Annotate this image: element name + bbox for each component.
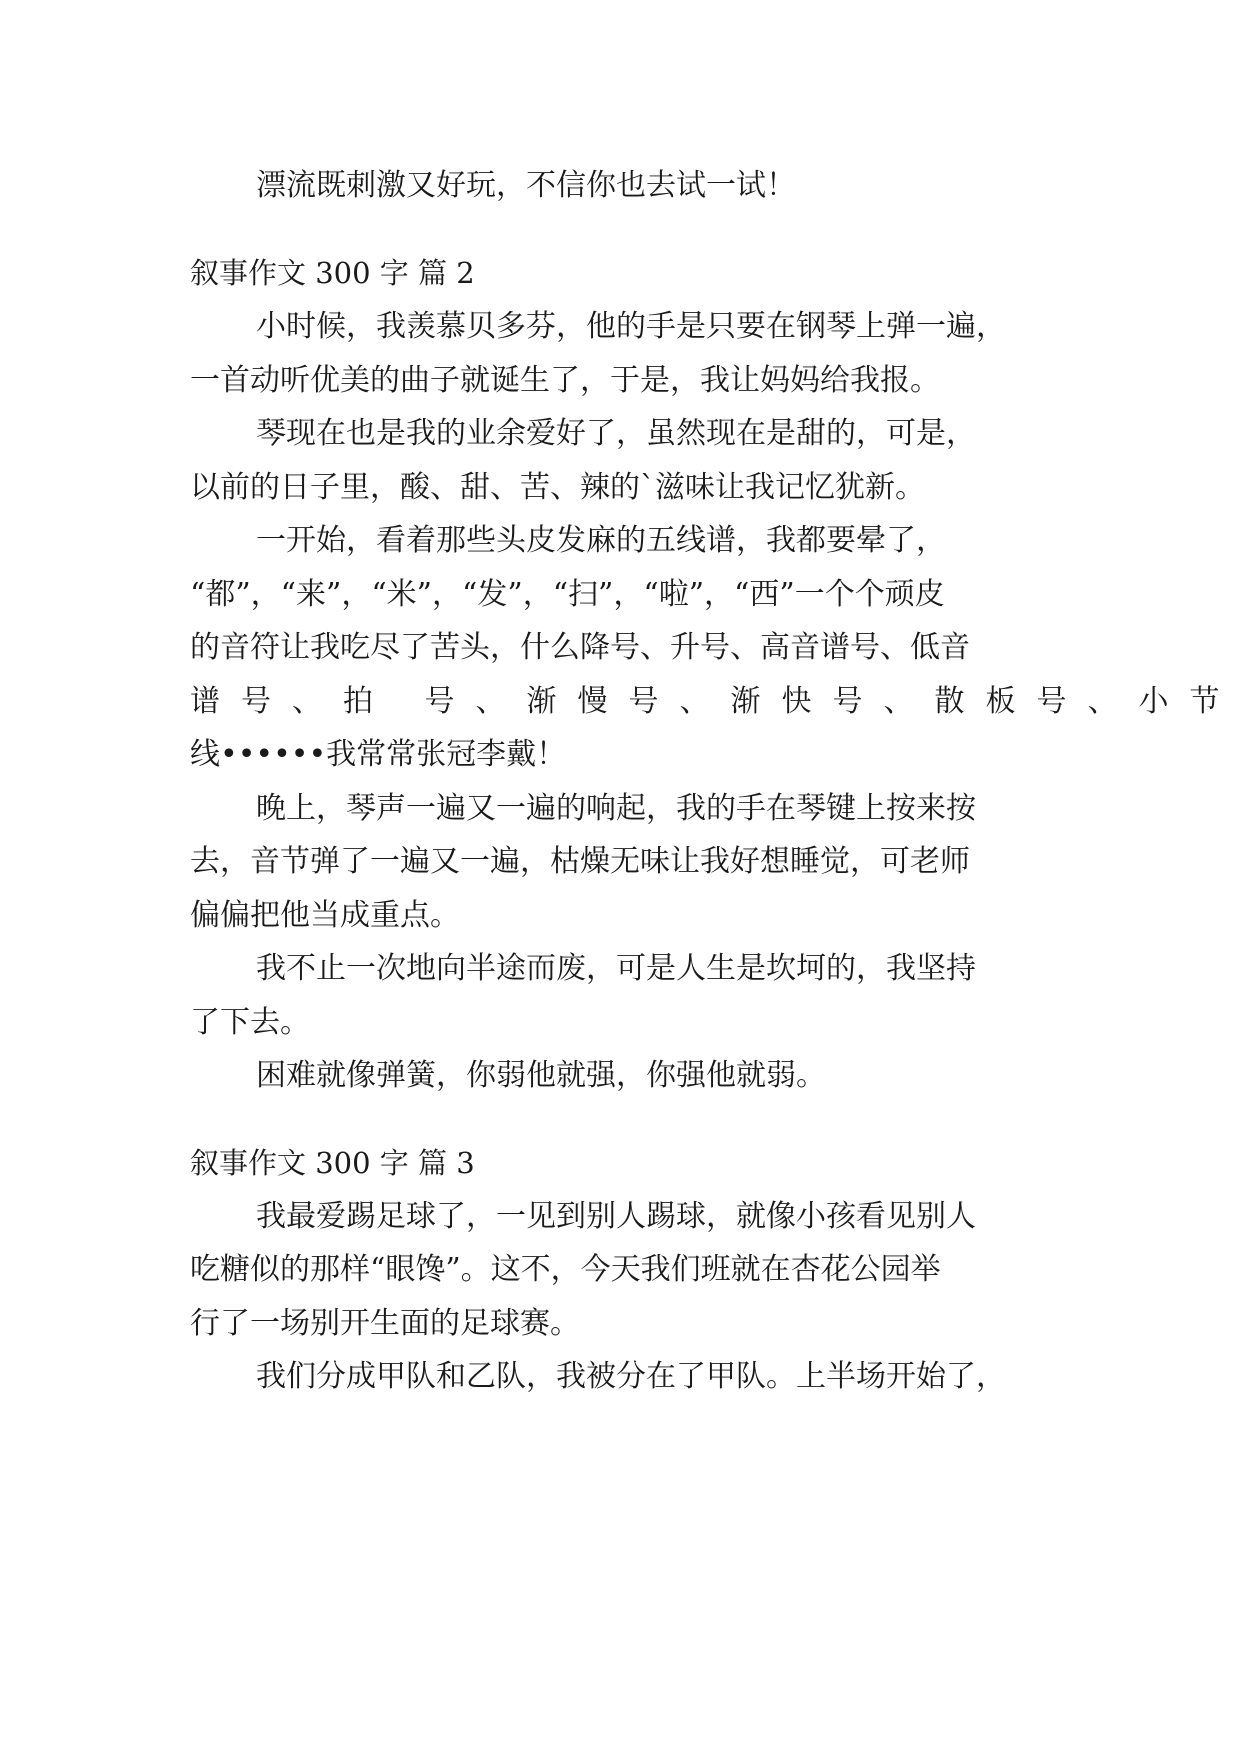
paragraph-line: 以前的日子里，酸、甜、苦、辣的`滋味让我记忆犹新。 xyxy=(190,470,925,505)
paragraph-line: 线••••••我常常张冠李戴！ xyxy=(190,737,567,772)
section-heading-3: 叙事作文 300 字 篇 3 xyxy=(190,1146,475,1180)
paragraph-line: 行了一场别开生面的足球赛。 xyxy=(190,1306,580,1341)
section-heading-2: 叙事作文 300 字 篇 2 xyxy=(190,256,475,290)
paragraph-line: 我最爱踢足球了，一见到别人踢球，就像小孩看见别人 xyxy=(256,1199,976,1234)
paragraph-line-closing: 漂流既刺激又好玩，不信你也去试一试！ xyxy=(256,168,796,203)
paragraph-line: 小时候，我羡慕贝多芬，他的手是只要在钢琴上弹一遍， xyxy=(256,309,1006,344)
paragraph-line: 去，音节弹了一遍又一遍，枯燥无味让我好想睡觉，可老师 xyxy=(190,844,970,879)
paragraph-line: 的音符让我吃尽了苦头，什么降号、升号、高音谱号、低音 xyxy=(190,630,970,665)
paragraph-line: “都”，“来”，“米”，“发”，“扫”，“啦”，“西”一个个顽皮 xyxy=(190,577,945,612)
paragraph-line: 偏偏把他当成重点。 xyxy=(190,898,460,933)
paragraph-line: 了下去。 xyxy=(190,1005,310,1040)
paragraph-line: 我们分成甲队和乙队，我被分在了甲队。上半场开始了， xyxy=(256,1359,1006,1394)
paragraph-line: 晚上，琴声一遍又一遍的响起，我的手在琴键上按来按 xyxy=(256,791,976,826)
paragraph-line: 一开始，看着那些头皮发麻的五线谱，我都要晕了， xyxy=(256,523,946,558)
paragraph-line: 吃糖似的那样“眼馋”。这不，今天我们班就在杏花公园举 xyxy=(190,1252,941,1287)
paragraph-line: 谱号、拍 号、渐慢号、渐快号、散板号、小节 xyxy=(190,684,1241,719)
paragraph-line: 一首动听优美的曲子就诞生了，于是，我让妈妈给我报。 xyxy=(190,363,940,398)
paragraph-line: 我不止一次地向半途而废，可是人生是坎坷的，我坚持 xyxy=(256,951,976,986)
paragraph-line: 琴现在也是我的业余爱好了，虽然现在是甜的，可是， xyxy=(256,416,976,451)
paragraph-line: 困难就像弹簧，你弱他就强，你强他就弱。 xyxy=(256,1058,826,1093)
